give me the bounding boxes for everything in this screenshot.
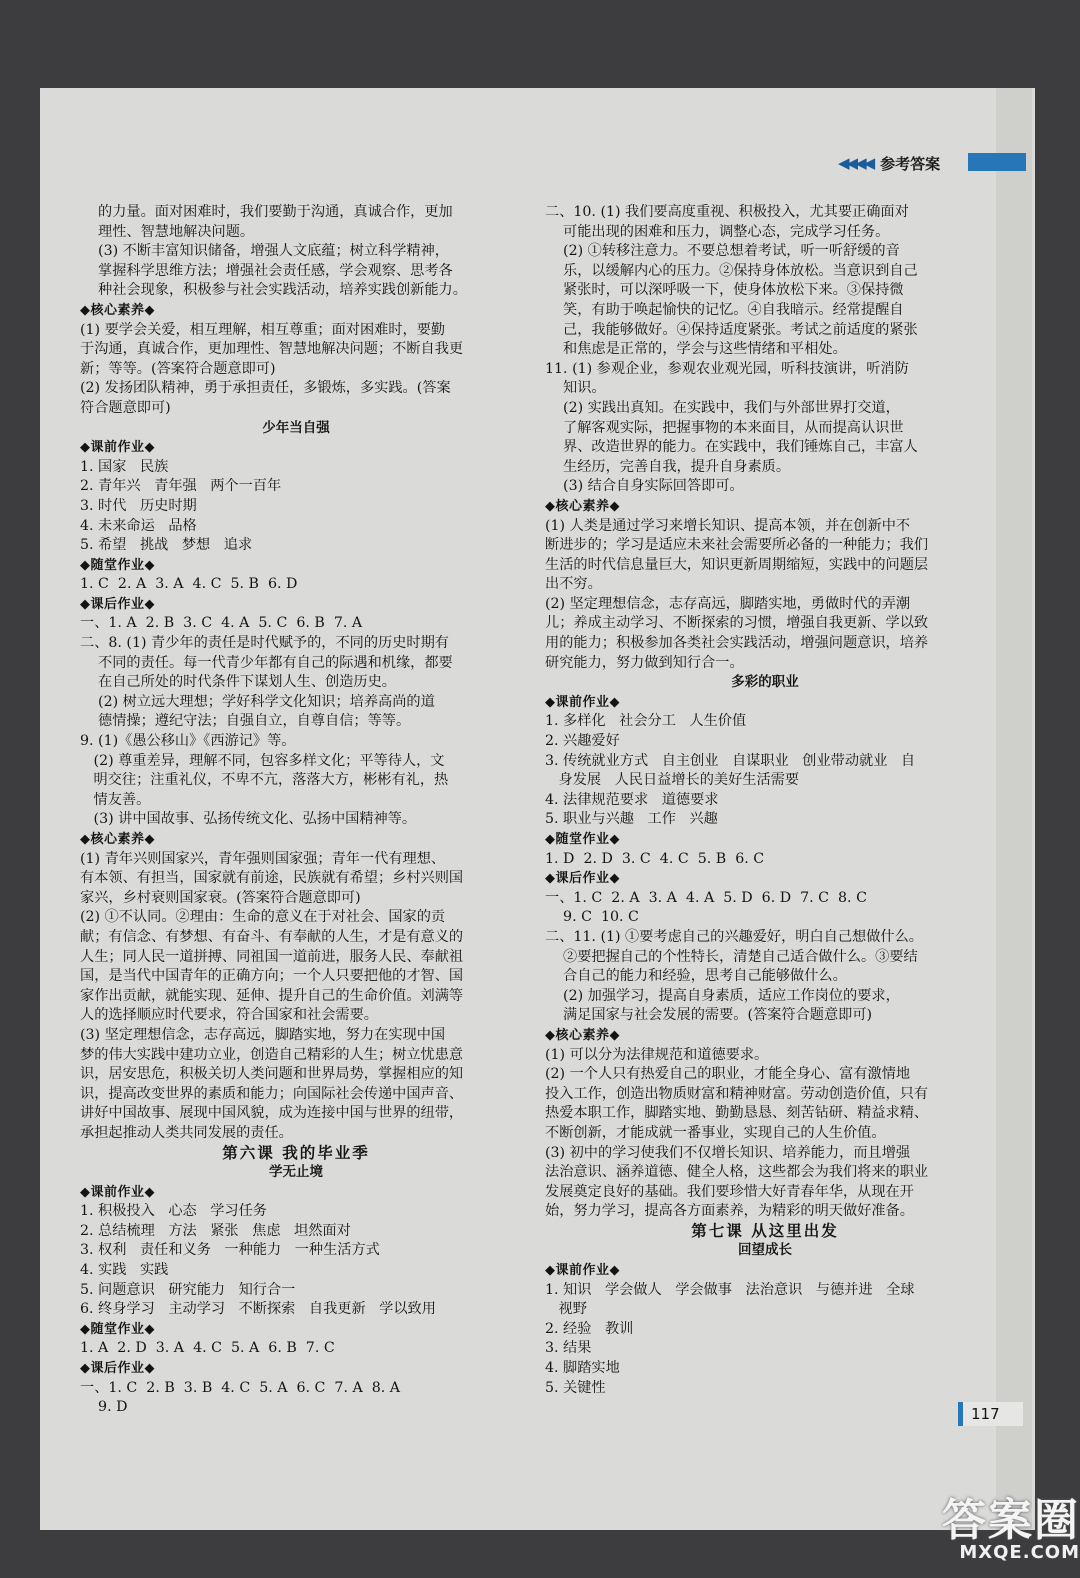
text-line: (2) 坚定理想信念，志存高远，脚踏实地，勇做时代的弄潮 (545, 595, 911, 612)
section-marker: ◆课后作业◆ (545, 871, 620, 887)
section-marker: ◆核心素养◆ (80, 302, 155, 318)
watermark (890, 1484, 1080, 1578)
text-line: 国，是当代中国青年的正确方向；一个人只要把他的才智、国 (80, 968, 464, 985)
text-line: 研究能力，努力做到知行合一。 (545, 654, 744, 671)
text-line: 出不穷。 (545, 576, 602, 593)
text-line: (3) 初中的学习使我们不仅增长知识、培养能力，而且增强 (545, 1144, 911, 1161)
text-line: 二、10. (1) 我们要高度重视、积极投入，尤其要正确面对 (545, 204, 909, 220)
text-line: 2. 青年兴 青年强 两个一百年 (80, 478, 282, 495)
text-line: 用的能力；积极参加各类社会实践活动，增强问题意识，培养 (545, 635, 929, 652)
text-line: 3. 权利 责任和义务 一种能力 一种生活方式 (80, 1242, 380, 1259)
text-line: (1) 要学会关爱，相互理解，相互尊重；面对困难时，要勤 (80, 321, 446, 338)
section-marker: ◆随堂作业◆ (80, 557, 155, 573)
text-line: 4. 未来命运 品格 (80, 517, 197, 534)
text-line: 视野 (545, 1301, 587, 1318)
text-line: 人的选择顺应时代要求，符合国家和社会需要。 (80, 1007, 378, 1024)
text-line: 承担起推动人类共同发展的责任。 (80, 1124, 293, 1141)
watermark-logo: 答案圈 (942, 1495, 1080, 1546)
text-line: 4. 实践 实践 (80, 1262, 169, 1279)
right-column (545, 203, 985, 1398)
text-line: 不同的责任。每一代青少年都有自己的际遇和机缘，都要 (80, 654, 453, 671)
text-line: 一、1. C 2. B 3. B 4. C 5. A 6. C 7. A 8. A (80, 1379, 401, 1396)
text-line: 法治意识、涵养道德、健全人格，这些都会为我们将来的职业 (545, 1164, 929, 1181)
text-line: 一、1. C 2. A 3. A 4. A 5. D 6. D 7. C 8. C (545, 889, 867, 906)
text-line: 4. 法律规范要求 道德要求 (545, 791, 719, 808)
text-line: 生经历，完善自我，提升自身素质。 (545, 458, 791, 475)
text-line: 人生；同人民一道拼搏、同祖国一道前进，服务人民、奉献祖 (80, 948, 464, 965)
text-line: 3. 结果 (545, 1340, 592, 1357)
section-title: 回望成长 (738, 1242, 792, 1259)
text-line: (3) 坚定理想信念，志存高远，脚踏实地，努力在实现中国 (80, 1026, 446, 1043)
text-line: 有本领、有担当，国家就有前途，民族就有希望；乡村兴则国 (80, 870, 464, 887)
text-line: 9. C 10. C (545, 909, 639, 926)
section-marker: ◆课后作业◆ (80, 1361, 155, 1377)
text-line: 识，提高改变世界的素质和能力；向国际社会传递中国声音、 (80, 1085, 464, 1102)
text-line: (3) 讲中国故事、弘扬传统文化、弘扬中国精神等。 (80, 811, 417, 828)
text-line: 紧张时，可以深呼吸一下，使身体放松下来。③保持微 (545, 282, 904, 299)
text-line: 献；有信念、有梦想、有奋斗、有奉献的人生，才是有意义的 (80, 928, 464, 945)
text-line: 于沟通，真诚合作，更加理性、智慧地解决问题；不断自我更 (80, 341, 464, 358)
text-line: 2. 兴趣爱好 (545, 733, 620, 750)
text-line: 3. 传统就业方式 自主创业 自谋职业 创业带动就业 自 (545, 752, 916, 769)
text-line: 己，我能够做好。④保持适度紧张。考试之前适度的紧张 (545, 321, 918, 338)
section-marker: ◆核心素养◆ (545, 1027, 620, 1043)
text-line: 1. 知识 学会做人 学会做事 法治意识 与德并进 全球 (545, 1281, 915, 1298)
header-label: 参考答案 (880, 154, 941, 173)
section-marker: ◆课前作业◆ (80, 1184, 155, 1200)
text-line: 儿；养成主动学习、不断探索的习惯，增强自我更新、学以致 (545, 615, 929, 632)
text-line: (2) 发扬团队精神，勇于承担责任，多锻炼，多实践。(答案 (80, 380, 451, 397)
text-line: 1. A 2. D 3. A 4. C 5. A 6. B 7. C (80, 1340, 335, 1357)
text-line: 界、改造世界的能力。在实践中，我们锤炼自己，丰富人 (545, 439, 918, 456)
text-line: 新；等等。(答案符合题意即可) (80, 360, 276, 377)
section-marker: ◆随堂作业◆ (545, 832, 620, 847)
section-marker: ◆课前作业◆ (545, 1263, 620, 1279)
text-line: 种社会现象，积极参与社会实践活动，培养实践创新能力。 (80, 282, 467, 299)
section-marker: ◆随堂作业◆ (80, 1321, 155, 1337)
page-edge (996, 88, 1032, 1530)
text-line: 热爱本职工作，脚踏实地、勤勤恳恳、刻苦钻研、精益求精、 (545, 1105, 929, 1122)
text-line: 梦的伟大实践中建功立业，创造自己精彩的人生；树立忧患意 (80, 1046, 464, 1063)
text-line: 和焦虑是正常的，学会与这些情绪和平相处。 (545, 341, 847, 358)
text-line: 1. 国家 民族 (80, 458, 169, 475)
section-marker: ◆核心素养◆ (80, 832, 155, 847)
text-line: 始，努力学习，提高各方面素养，为精彩的明天做好准备。 (545, 1203, 914, 1220)
section-title: 多彩的职业 (731, 674, 799, 691)
text-line: 满足国家与社会发展的需要。(答案符合题意即可) (545, 1007, 873, 1024)
text-line: 1. C 2. A 3. A 4. C 5. B 6. D (80, 576, 298, 593)
answer-header (838, 150, 1026, 176)
section-title: 少年当自强 (262, 419, 330, 436)
section-marker: ◆核心素养◆ (545, 498, 620, 514)
text-line: 了解客观实际，把握事物的本来面目，从而提高认识世 (545, 419, 904, 436)
text-line: (1) 可以分为法律规范和道德要求。 (545, 1046, 769, 1063)
text-line: 6. 终身学习 主动学习 不断探索 自我更新 学以致用 (80, 1301, 436, 1318)
text-line: (2) ①不认同。②理由：生命的意义在于对社会、国家的贡 (80, 909, 446, 926)
section-marker: ◆课前作业◆ (545, 694, 620, 710)
text-line: 3. 时代 历史时期 (80, 497, 197, 514)
text-line: 明交往；注重礼仪，不卑不亢，落落大方，彬彬有礼，热 (80, 772, 449, 789)
text-line: 1. 多样化 社会分工 人生价值 (545, 713, 747, 730)
text-line: 可能出现的困难和压力，调整心态，完成学习任务。 (545, 223, 890, 240)
text-line: (2) 树立远大理想；学好科学文化知识；培养高尚的道 (80, 693, 435, 710)
text-line: (2) 实践出真知。在实践中，我们与外部世界打交道， (545, 399, 900, 416)
section-title: 第六课 我的毕业季 (222, 1143, 370, 1162)
text-line: 1. D 2. D 3. C 4. C 5. B 6. C (545, 850, 765, 867)
watermark-url: MXQE.COM (959, 1542, 1080, 1563)
text-line: 生活的时代信息量巨大，知识更新周期缩短，实践中的问题层 (545, 556, 929, 573)
text-line: 4. 脚踏实地 (545, 1360, 620, 1377)
text-line: 断进步的；学习是适应未来社会需要所必备的一种能力；我们 (545, 537, 929, 554)
rewind-arrows-icon: ◀◀◀◀ (838, 154, 873, 172)
text-line: 11. (1) 参观企业，参观农业观光园，听科技演讲，听消防 (545, 360, 909, 377)
text-line: (1) 青年兴则国家兴，青年强则国家强；青年一代有理想、 (80, 850, 446, 867)
text-line: (3) 不断丰富知识储备，增强人文底蕴；树立科学精神， (80, 243, 449, 260)
text-line: (1) 人类是通过学习来增长知识、提高本领，并在创新中不 (545, 517, 911, 534)
text-line: (2) 尊重差异，理解不同，包容多样文化；平等待人，文 (80, 752, 445, 769)
text-line: 在自己所处的时代条件下谋划人生、创造历史。 (80, 674, 396, 691)
text-line: 情友善。 (80, 791, 151, 808)
section-marker: ◆课后作业◆ (80, 596, 155, 612)
text-line: 5. 关键性 (545, 1379, 606, 1396)
text-line: 符合题意即可) (80, 399, 171, 416)
header-stripe (968, 153, 1026, 171)
text-line: 家作出贡献，就能实现、延伸、提升自己的生命价值。刘满等 (80, 987, 464, 1004)
text-line: 二、11. (1) ①要考虑自己的兴趣爱好，明白自己想做什么。 (545, 928, 923, 945)
text-line: 笑，有助于唤起愉快的记忆。④自我暗示。经常提醒自 (545, 301, 904, 318)
section-title: 学无止境 (269, 1164, 323, 1181)
text-line: (2) 一个人只有热爱自己的职业，才能全身心、富有激情地 (545, 1066, 911, 1083)
text-line: 9. (1)《愚公移山》《西游记》等。 (80, 733, 296, 750)
text-line: (3) 结合自身实际回答即可。 (545, 478, 744, 495)
text-line: 乐，以缓解内心的压力。②保持身体放松。当意识到自己 (545, 262, 918, 279)
text-line: 识，居安思危，积极关切人类问题和世界局势，掌握相应的知 (80, 1066, 464, 1083)
text-line: 9. D (80, 1399, 128, 1416)
text-line: 5. 希望 挑战 梦想 追求 (80, 537, 253, 554)
text-line: 合自己的能力和经验，思考自己能够做什么。 (545, 968, 847, 985)
text-line: 5. 职业与兴趣 工作 兴趣 (545, 811, 718, 828)
text-line: 不断创新，才能成就一番事业，实现自己的人生价值。 (545, 1124, 886, 1141)
text-line: 身发展 人民日益增长的美好生活需要 (545, 772, 800, 789)
text-line: 二、8. (1) 青少年的责任是时代赋予的，不同的历史时期有 (80, 635, 449, 652)
text-line: 掌握科学思维方法；增强社会责任感，学会观察、思考各 (80, 262, 453, 279)
text-line: 2. 总结梳理 方法 紧张 焦虑 坦然面对 (80, 1222, 351, 1239)
text-line: 家兴，乡村衰则国家衰。(答案符合题意即可) (80, 889, 361, 906)
text-line: 德情操；遵纪守法；自强自立，自尊自信；等等。 (80, 713, 411, 730)
section-marker: ◆课前作业◆ (80, 440, 155, 456)
text-line: 理性、智慧地解决问题。 (80, 223, 255, 240)
text-line: (2) ①转移注意力。不要总想着考试，听一听舒缓的音 (545, 243, 900, 260)
text-line: 投入工作，创造出物质财富和精神财富。劳动创造价值，只有 (545, 1085, 929, 1102)
text-line: 5. 问题意识 研究能力 知行合一 (80, 1281, 296, 1298)
text-line: 的力量。面对困难时，我们要勤于沟通，真诚合作，更加 (80, 204, 453, 220)
page-number: 117 (958, 1402, 1023, 1426)
text-line: ②要把握自己的个性特长，清楚自己适合做什么。③要结 (545, 948, 918, 965)
left-column (80, 203, 512, 1418)
text-line: (2) 加强学习，提高自身素质，适应工作岗位的要求， (545, 987, 900, 1004)
text-line: 讲好中国故事、展现中国风貌，成为连接中国与世界的纽带， (80, 1105, 464, 1122)
text-line: 1. 积极投入 心态 学习任务 (80, 1203, 267, 1220)
text-line: 一、1. A 2. B 3. C 4. A 5. C 6. B 7. A (80, 615, 363, 632)
text-line: 知识。 (545, 380, 606, 397)
section-title: 第七课 从这里出发 (691, 1221, 839, 1240)
text-line: 2. 经验 教训 (545, 1320, 634, 1337)
text-line: 发展奠定良好的基础。我们要珍惜大好青春年华，从现在开 (545, 1183, 914, 1200)
